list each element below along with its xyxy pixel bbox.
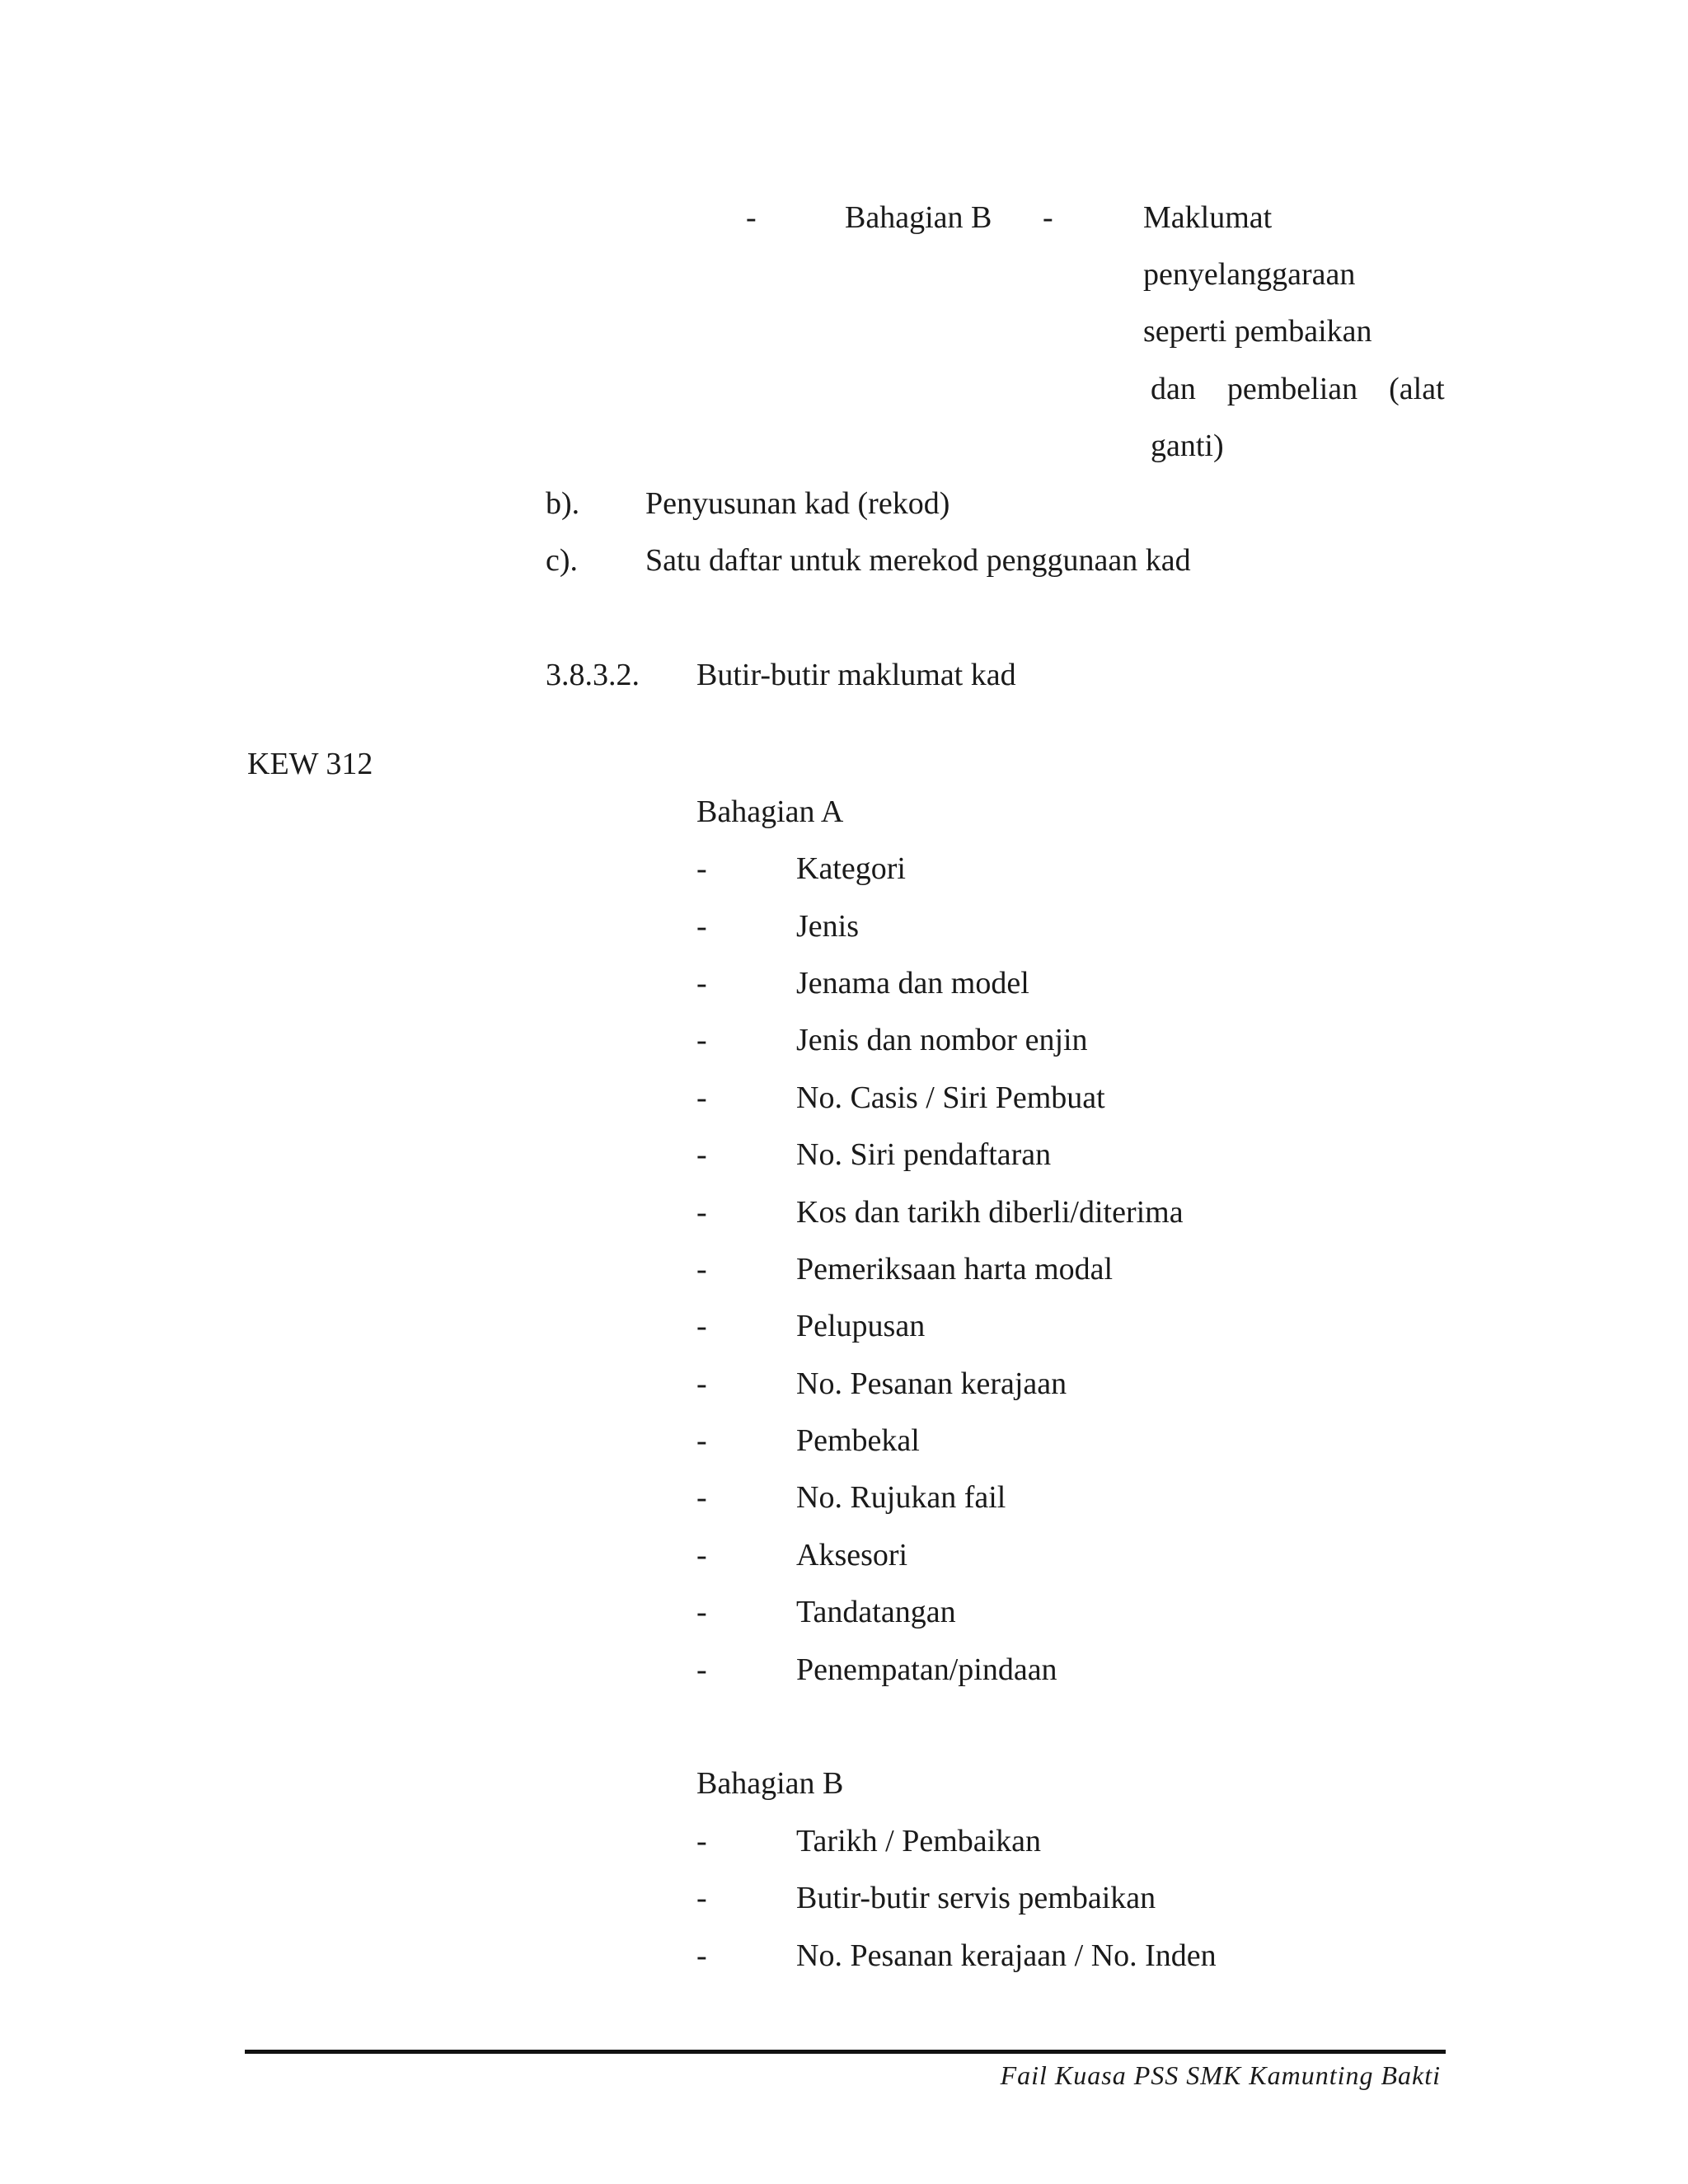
bullet: - (696, 1423, 707, 1458)
side-label: KEW 312 (247, 747, 373, 781)
bullet: - (696, 1480, 707, 1515)
list-item: Kos dan tarikh diberli/diterima (796, 1195, 1184, 1230)
list-item: Pelupusan (796, 1309, 926, 1343)
item-marker: b). (546, 486, 580, 521)
bullet: - (696, 1080, 707, 1115)
bullet: - (696, 909, 707, 944)
dash: - (1043, 200, 1053, 235)
list-item: Butir-butir servis pembaikan (796, 1881, 1156, 1915)
list-item: Tandatangan (796, 1595, 956, 1629)
bullet: - (696, 1023, 707, 1057)
bullet: - (696, 1652, 707, 1687)
list-item-text: Penyusunan kad (rekod) (645, 486, 950, 521)
list-item-text: Satu daftar untuk merekod penggunaan kad (645, 543, 1191, 578)
bullet: - (696, 1881, 707, 1915)
bullet: - (696, 1824, 707, 1858)
list-item: Pemeriksaan harta modal (796, 1252, 1114, 1286)
bahagian-a-heading: Bahagian A (696, 794, 844, 829)
list-item: No. Rujukan fail (796, 1480, 1006, 1515)
description-line: ganti) (1151, 429, 1224, 463)
bullet: - (696, 851, 707, 886)
bullet: - (696, 1195, 707, 1230)
list-item: Kategori (796, 851, 906, 886)
bullet: - (696, 1595, 707, 1629)
section-number: 3.8.3.2. (546, 658, 640, 692)
list-item: Aksesori (796, 1538, 908, 1572)
list-item: Jenama dan model (796, 966, 1029, 1001)
bullet: - (696, 966, 707, 1001)
list-item: Tarikh / Pembaikan (796, 1824, 1042, 1858)
list-item: Jenis dan nombor enjin (796, 1023, 1088, 1057)
list-item: Penempatan/pindaan (796, 1652, 1057, 1687)
list-item: No. Pesanan kerajaan (796, 1366, 1067, 1401)
bahagian-b-label: Bahagian B (845, 200, 992, 235)
bullet: - (696, 1938, 707, 1973)
bullet: - (696, 1538, 707, 1572)
bullet: - (696, 1309, 707, 1343)
description-line: seperti pembaikan (1143, 314, 1372, 349)
section-title: Butir-butir maklumat kad (696, 658, 1016, 692)
dash: - (746, 200, 757, 235)
list-item: No. Casis / Siri Pembuat (796, 1080, 1105, 1115)
list-item: Pembekal (796, 1423, 920, 1458)
bullet: - (696, 1252, 707, 1286)
list-item: No. Pesanan kerajaan / No. Inden (796, 1938, 1217, 1973)
footer-divider (245, 2050, 1446, 2054)
bullet: - (696, 1137, 707, 1172)
list-item: Jenis (796, 909, 859, 944)
footer-text: Fail Kuasa PSS SMK Kamunting Bakti (1000, 2060, 1441, 2090)
bullet: - (696, 1366, 707, 1401)
bahagian-b-heading: Bahagian B (696, 1766, 844, 1801)
list-item: No. Siri pendaftaran (796, 1137, 1052, 1172)
description-line: dan pembelian (alat (1151, 372, 1445, 406)
description-line: penyelanggaraan (1143, 257, 1356, 292)
item-marker: c). (546, 543, 579, 578)
description-line: Maklumat (1143, 200, 1273, 235)
